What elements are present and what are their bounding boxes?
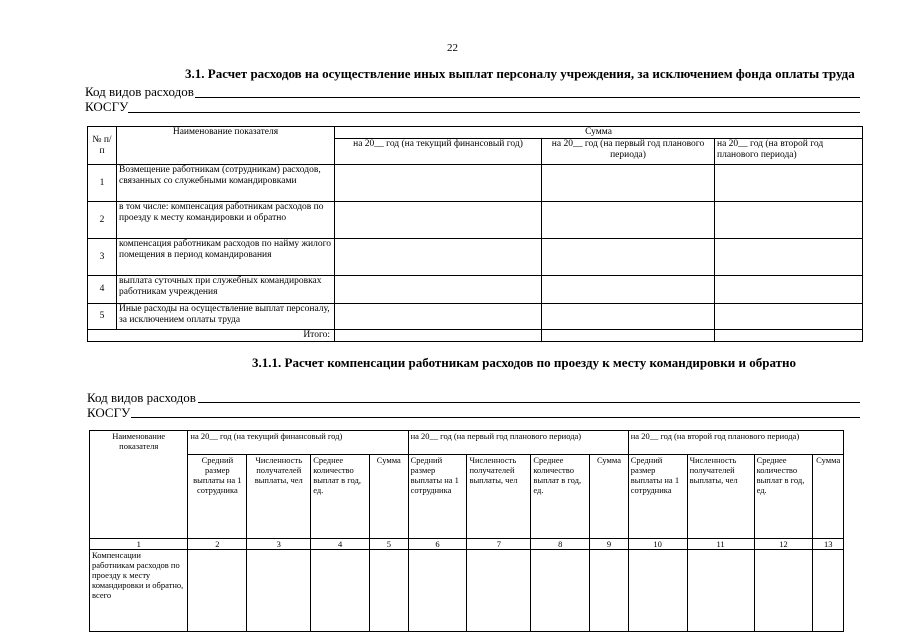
header-sum: Сумма [335,127,863,139]
header-avg-count: Среднее количество выплат в год, ед. [754,455,813,539]
cell-value[interactable] [467,550,531,632]
header-sum: Сумма [813,455,844,539]
header-recipients: Численность получателей выплаты, чел [247,455,311,539]
row-name: компенсация работникам расходов по найму жилого помещения в период командирования [117,239,335,276]
section2-title: 3.1.1. Расчет компенсации работникам расходов по проезду к месту командировки и обратно [252,355,797,370]
cell-value[interactable] [335,239,542,276]
cell-value[interactable] [542,276,715,304]
cell-value[interactable] [311,550,370,632]
col-number: 11 [687,539,754,550]
cell-total[interactable] [542,330,715,342]
header-sum: Сумма [590,455,629,539]
header-year-current: на 20__ год (на текущий финансовый год) [335,139,542,165]
header-avg-pay: Средний размер выплаты на 1 сотрудника [188,455,247,539]
row-name: в том числе: компенсация работникам расходов по проезду к месту командировки и обратно [117,202,335,239]
col-number: 2 [188,539,247,550]
total-label: Итого: [88,330,335,342]
cell-value[interactable] [335,304,542,330]
table-row [88,165,863,202]
header-year-second: на 20__ год (на второй год планового периода) [628,431,843,455]
col-number: 8 [531,539,590,550]
col-number: 9 [590,539,629,550]
row-num: 5 [88,304,117,330]
header-name: Наименование показателя [117,127,335,165]
cell-value[interactable] [188,550,247,632]
col-number: 5 [370,539,409,550]
cell-value[interactable] [628,550,687,632]
section1-table [87,126,863,342]
header-year-first: на 20__ год (на первый год планового периода) [542,139,715,165]
cell-value[interactable] [687,550,754,632]
header-year-current: на 20__ год (на текущий финансовый год) [188,431,408,455]
row-num: 4 [88,276,117,304]
section2-kosgu-label: КОСГУ [87,405,131,420]
header-recipients: Численность получателей выплаты, чел [467,455,531,539]
section1-code-label: Код видов расходов [85,84,194,99]
section2-code-label: Код видов расходов [87,390,196,405]
cell-value[interactable] [590,550,629,632]
cell-value[interactable] [715,276,863,304]
col-number: 10 [628,539,687,550]
cell-value[interactable] [715,239,863,276]
row-num: 3 [88,239,117,276]
cell-value[interactable] [335,165,542,202]
row-name: Возмещение работникам (сотрудникам) расходов, связанных со служебными командировками [117,165,335,202]
section1-kosgu-label: КОСГУ [85,99,129,114]
section2-kosgu-field[interactable] [131,417,860,418]
cell-total[interactable] [335,330,542,342]
cell-value[interactable] [408,550,467,632]
row-name: Компенсации работникам расходов по проезду к месту командировки и обратно, всего [90,550,188,632]
cell-value[interactable] [370,550,409,632]
col-number: 12 [754,539,813,550]
section2-code-field[interactable] [198,402,860,403]
header-avg-count: Среднее количество выплат в год, ед. [531,455,590,539]
header-name: Наименование показателя [90,431,188,539]
cell-value[interactable] [715,165,863,202]
header-num: № п/п [88,127,117,165]
row-num: 2 [88,202,117,239]
cell-value[interactable] [247,550,311,632]
header-recipients: Численность получателей выплаты, чел [687,455,754,539]
col-number: 7 [467,539,531,550]
section1-code-field[interactable] [195,97,860,98]
col-number: 3 [247,539,311,550]
header-avg-pay: Средний размер выплаты на 1 сотрудника [408,455,467,539]
section1-title: 3.1. Расчет расходов на осуществление иных выплат персоналу учреждения, за исключением фонда оплаты труда [185,66,855,81]
col-number: 1 [90,539,188,550]
cell-value[interactable] [715,304,863,330]
total-row [88,330,863,342]
cell-value[interactable] [531,550,590,632]
header-avg-count: Среднее количество выплат в год, ед. [311,455,370,539]
table-row [88,276,863,304]
header-avg-pay: Средний размер выплаты на 1 сотрудника [628,455,687,539]
cell-value[interactable] [335,202,542,239]
cell-value[interactable] [542,165,715,202]
header-sum: Сумма [370,455,409,539]
cell-value[interactable] [542,239,715,276]
col-number: 6 [408,539,467,550]
cell-total[interactable] [715,330,863,342]
cell-value[interactable] [754,550,813,632]
column-numbers-row [90,539,844,550]
cell-value[interactable] [813,550,844,632]
col-number: 4 [311,539,370,550]
section1-kosgu-field[interactable] [128,112,860,113]
section2-table [89,430,844,632]
row-name: выплата суточных при служебных командировках работникам учреждения [117,276,335,304]
page-number: 22 [447,42,458,54]
cell-value[interactable] [542,202,715,239]
cell-value[interactable] [335,276,542,304]
table-row [88,202,863,239]
row-name: Иные расходы на осуществление выплат персоналу, за исключением оплаты труда [117,304,335,330]
col-number: 13 [813,539,844,550]
header-year-second: на 20__ год (на второй год планового периода) [715,139,863,165]
table-row [88,304,863,330]
cell-value[interactable] [715,202,863,239]
cell-value[interactable] [542,304,715,330]
table-row [90,550,844,632]
table-row [88,239,863,276]
header-year-first: на 20__ год (на первый год планового периода) [408,431,628,455]
row-num: 1 [88,165,117,202]
